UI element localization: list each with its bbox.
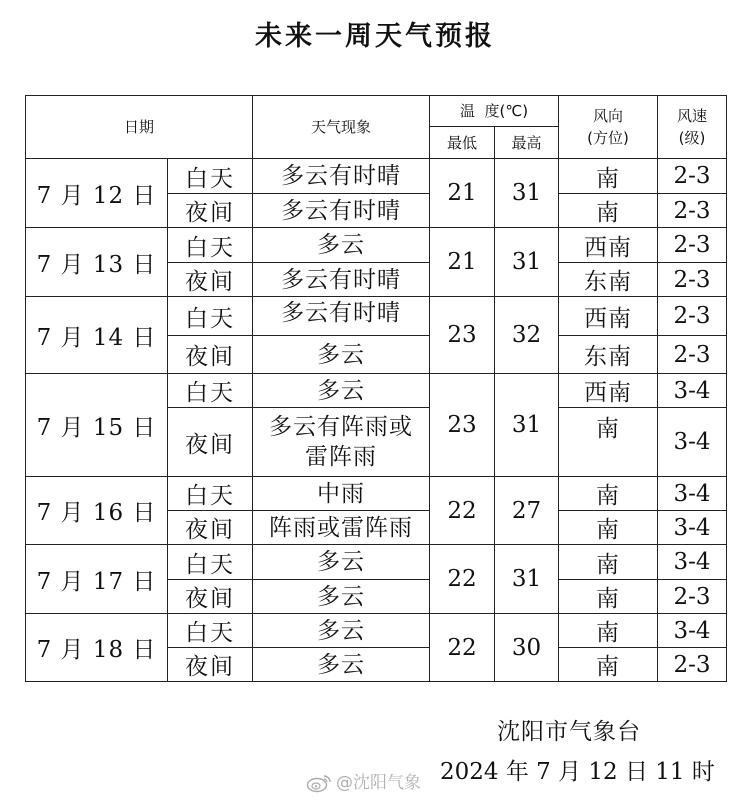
- header-date: 日期: [26, 96, 253, 159]
- wind-speed-night: 2-3: [658, 194, 727, 228]
- period-night: 夜间: [168, 511, 253, 545]
- page-title: 未来一周天气预报: [255, 21, 495, 52]
- header-wind-direction-line2: (方位): [587, 129, 629, 147]
- date-cell: 7 月 18 日: [26, 614, 168, 682]
- wind-speed-day: 2-3: [658, 228, 727, 263]
- weather-night-line2: 雷阵雨: [305, 444, 378, 470]
- wind-speed-day: 2-3: [658, 159, 727, 194]
- table-row: [26, 228, 727, 263]
- weather-day: 多云有时晴: [253, 297, 430, 336]
- header-wind-speed-line1: 风速: [677, 107, 708, 125]
- header-temperature: 温 度(℃): [430, 96, 559, 127]
- wind-speed-day: 3-4: [658, 477, 727, 511]
- watermark: [306, 768, 421, 793]
- header-high: 最高: [495, 127, 559, 159]
- period-day: 白天: [168, 614, 253, 648]
- wind-direction-night: 南: [559, 580, 658, 614]
- header-wind-speed-line2: (级): [678, 129, 706, 147]
- table-row: [26, 614, 727, 648]
- weather-night: 阵雨或雷阵雨: [253, 511, 430, 545]
- period-day: 白天: [168, 228, 253, 263]
- weibo-icon: [306, 773, 332, 793]
- table-row: [26, 374, 727, 408]
- weather-day: 多云有时晴: [253, 159, 430, 194]
- weather-night: 多云: [253, 580, 430, 614]
- temp-high: 31: [495, 159, 559, 228]
- period-night: 夜间: [168, 336, 253, 374]
- wind-speed-day: 3-4: [658, 374, 727, 408]
- table-row: [26, 297, 727, 336]
- period-night: 夜间: [168, 580, 253, 614]
- header-low: 最低: [430, 127, 495, 159]
- date-cell: 7 月 17 日: [26, 545, 168, 614]
- period-night: 夜间: [168, 263, 253, 297]
- period-day: 白天: [168, 159, 253, 194]
- temp-high: 30: [495, 614, 559, 682]
- temp-high: 27: [495, 477, 559, 545]
- date-cell: 7 月 13 日: [26, 228, 168, 297]
- header-wind-direction: [559, 96, 658, 159]
- header-wind-direction-line1: 风向: [593, 107, 624, 125]
- weather-night: 多云: [253, 336, 430, 374]
- period-day: 白天: [168, 545, 253, 580]
- date-cell: 7 月 12 日: [26, 159, 168, 228]
- wind-direction-day: 南: [559, 545, 658, 580]
- weather-night: [253, 408, 430, 477]
- wind-speed-night: 3-4: [658, 408, 727, 477]
- weather-night: 多云: [253, 648, 430, 682]
- temp-low: 21: [430, 228, 495, 297]
- date-cell: 7 月 14 日: [26, 297, 168, 374]
- temp-high: 31: [495, 374, 559, 477]
- table-row: [26, 545, 727, 580]
- wind-direction-night: 南: [559, 408, 658, 477]
- period-day: 白天: [168, 477, 253, 511]
- forecast-table: [25, 95, 727, 682]
- wind-speed-night: 2-3: [658, 648, 727, 682]
- wind-direction-night: 南: [559, 511, 658, 545]
- wind-direction-day: 南: [559, 477, 658, 511]
- temp-low: 23: [430, 374, 495, 477]
- temp-low: 22: [430, 614, 495, 682]
- weather-night: 多云有时晴: [253, 263, 430, 297]
- date-cell: 7 月 15 日: [26, 374, 168, 477]
- period-night: 夜间: [168, 408, 253, 477]
- wind-direction-night: 南: [559, 194, 658, 228]
- temp-high: 31: [495, 228, 559, 297]
- wind-direction-day: 南: [559, 159, 658, 194]
- weather-night: 多云有时晴: [253, 194, 430, 228]
- header-weather: 天气现象: [253, 96, 430, 159]
- period-night: 夜间: [168, 194, 253, 228]
- wind-direction-night: 南: [559, 648, 658, 682]
- weather-day: 多云: [253, 374, 430, 408]
- wind-speed-night: 2-3: [658, 336, 727, 374]
- wind-speed-day: 2-3: [658, 297, 727, 336]
- weather-night-line1: 多云有阵雨或: [269, 414, 414, 440]
- temp-high: 32: [495, 297, 559, 374]
- wind-speed-night: 3-4: [658, 511, 727, 545]
- date-cell: 7 月 16 日: [26, 477, 168, 545]
- wind-direction-day: 西南: [559, 228, 658, 263]
- wind-speed-night: 2-3: [658, 580, 727, 614]
- temp-high: 31: [495, 545, 559, 614]
- wind-speed-day: 3-4: [658, 614, 727, 648]
- period-day: 白天: [168, 374, 253, 408]
- header-wind-speed: [658, 96, 727, 159]
- temp-low: 22: [430, 545, 495, 614]
- temp-low: 21: [430, 159, 495, 228]
- temp-low: 22: [430, 477, 495, 545]
- table-row: [26, 477, 727, 511]
- temp-low: 23: [430, 297, 495, 374]
- wind-direction-day: 南: [559, 614, 658, 648]
- period-night: 夜间: [168, 648, 253, 682]
- weather-day: 多云: [253, 614, 430, 648]
- issuing-organization: 沈阳市气象台: [497, 719, 641, 745]
- weather-day: 多云: [253, 545, 430, 580]
- weather-day: 中雨: [253, 477, 430, 511]
- wind-speed-day: 3-4: [658, 545, 727, 580]
- wind-direction-night: 东南: [559, 263, 658, 297]
- wind-direction-day: 西南: [559, 297, 658, 336]
- table-row: [26, 159, 727, 194]
- weather-day: 多云: [253, 228, 430, 263]
- wind-direction-night: 东南: [559, 336, 658, 374]
- period-day: 白天: [168, 297, 253, 336]
- wind-speed-night: 2-3: [658, 263, 727, 297]
- wind-direction-day: 西南: [559, 374, 658, 408]
- watermark-text: @沈阳气象: [336, 773, 421, 793]
- issue-time: 2024 年 7 月 12 日 11 时: [440, 759, 715, 785]
